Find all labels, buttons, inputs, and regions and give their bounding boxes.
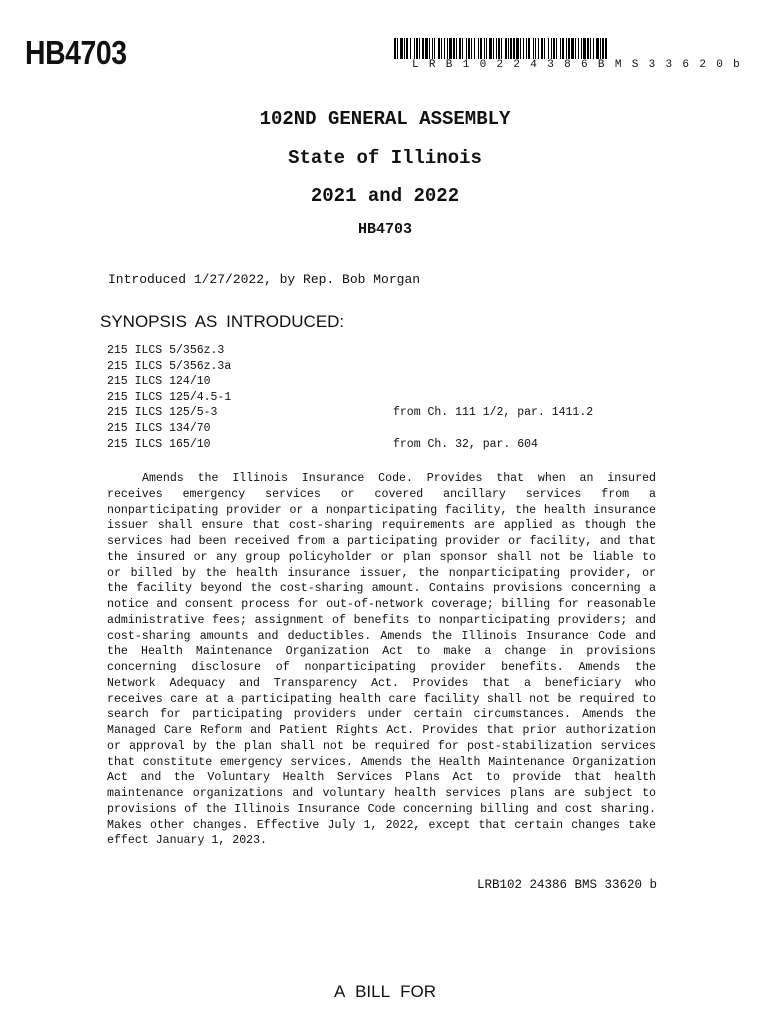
barcode-bars bbox=[394, 38, 742, 59]
citation-row bbox=[107, 406, 667, 422]
citation-ref: 215 ILCS 5/356z.3 bbox=[107, 344, 225, 357]
citation-ref: 215 ILCS 134/70 bbox=[107, 421, 211, 435]
a-bill-for: A BILL FOR bbox=[333, 982, 437, 1001]
citation-ref: 215 ILCS 124/10 bbox=[107, 375, 211, 389]
citation-ref: 215 ILCS 165/10 bbox=[107, 437, 211, 451]
citation-row bbox=[107, 391, 667, 407]
citation-row bbox=[107, 422, 667, 438]
barcode-bar bbox=[607, 38, 608, 59]
citation-ref: 215 ILCS 125/5-3 bbox=[107, 406, 218, 420]
assembly-title: 102ND GENERAL ASSEMBLY bbox=[259, 108, 511, 130]
barcode bbox=[394, 38, 751, 71]
citation-source: from Ch. 111 1/2, par. 1411.2 bbox=[393, 406, 594, 420]
synopsis-body: Amends the Illinois Insurance Code. Provides that when an insured receives emergency services or covered ancillary services from a nonparticipating provider or a nonparticipating facility, the health insurance issuer shall ensure that cost-sharing requirements are applied as though the services had been received from a participating provider or facility, and that the insured or any group policyholder or plan sponsor shall not be liable to or billed by the health insurance issuer, the nonparticipating provider, or the facility beyond the cost-sharing amount. Contains provisions concerning a notice and consent process for out-of-network coverage; billing for reasonable administrative fees; assignment of benefits to nonparticipating providers; and cost-sharing amounts and deductibles. Amends the Illinois Insurance Code and the Health Maintenance Organization Act to make a change in provisions concerning disclosure of nonparticipating provider benefits. Amends the Network Adequacy and Transparency Act. Provides that a beneficiary who receives care at a participating health care facility shall not be required to search for participating providers under certain circumstances. Amends the Managed Care Reform and Patient Rights Act. Provides that prior authorization or approval by the plan shall not be required for post-stabilization services that constitute emergency services. Amends the Health Maintenance Organization Act and the Voluntary Health Services Plans Act to provide that health maintenance organizations and voluntary health services plans are subject to provisions of the Illinois Insurance Code concerning billing and cost sharing. Makes other changes. Effective July 1, 2022, except that certain changes take effect January 1, 2023. bbox=[107, 472, 656, 848]
citation-row bbox=[107, 375, 667, 391]
introduced-line: Introduced 1/27/2022, by Rep. Bob Morgan bbox=[108, 272, 421, 287]
citation-ref: 215 ILCS 125/4.5-1 bbox=[107, 390, 232, 404]
bill-number: HB4703 bbox=[25, 34, 127, 71]
citation-row bbox=[107, 438, 667, 454]
barcode-text: LRB10224386BMS33620b bbox=[412, 59, 751, 71]
lrb-code: LRB102 24386 BMS 33620 b bbox=[476, 878, 657, 892]
citation-list bbox=[107, 344, 667, 453]
citation-ref: 215 ILCS 5/356z.3a bbox=[107, 359, 232, 373]
citation-row bbox=[107, 360, 667, 376]
session-years: 2021 and 2022 bbox=[310, 185, 460, 207]
bill-subtitle: HB4703 bbox=[357, 221, 412, 238]
synopsis-heading: SYNOPSIS AS INTRODUCED: bbox=[100, 312, 345, 331]
citation-row bbox=[107, 344, 667, 360]
state-title: State of Illinois bbox=[288, 147, 482, 169]
citation-source: from Ch. 32, par. 604 bbox=[393, 437, 538, 451]
